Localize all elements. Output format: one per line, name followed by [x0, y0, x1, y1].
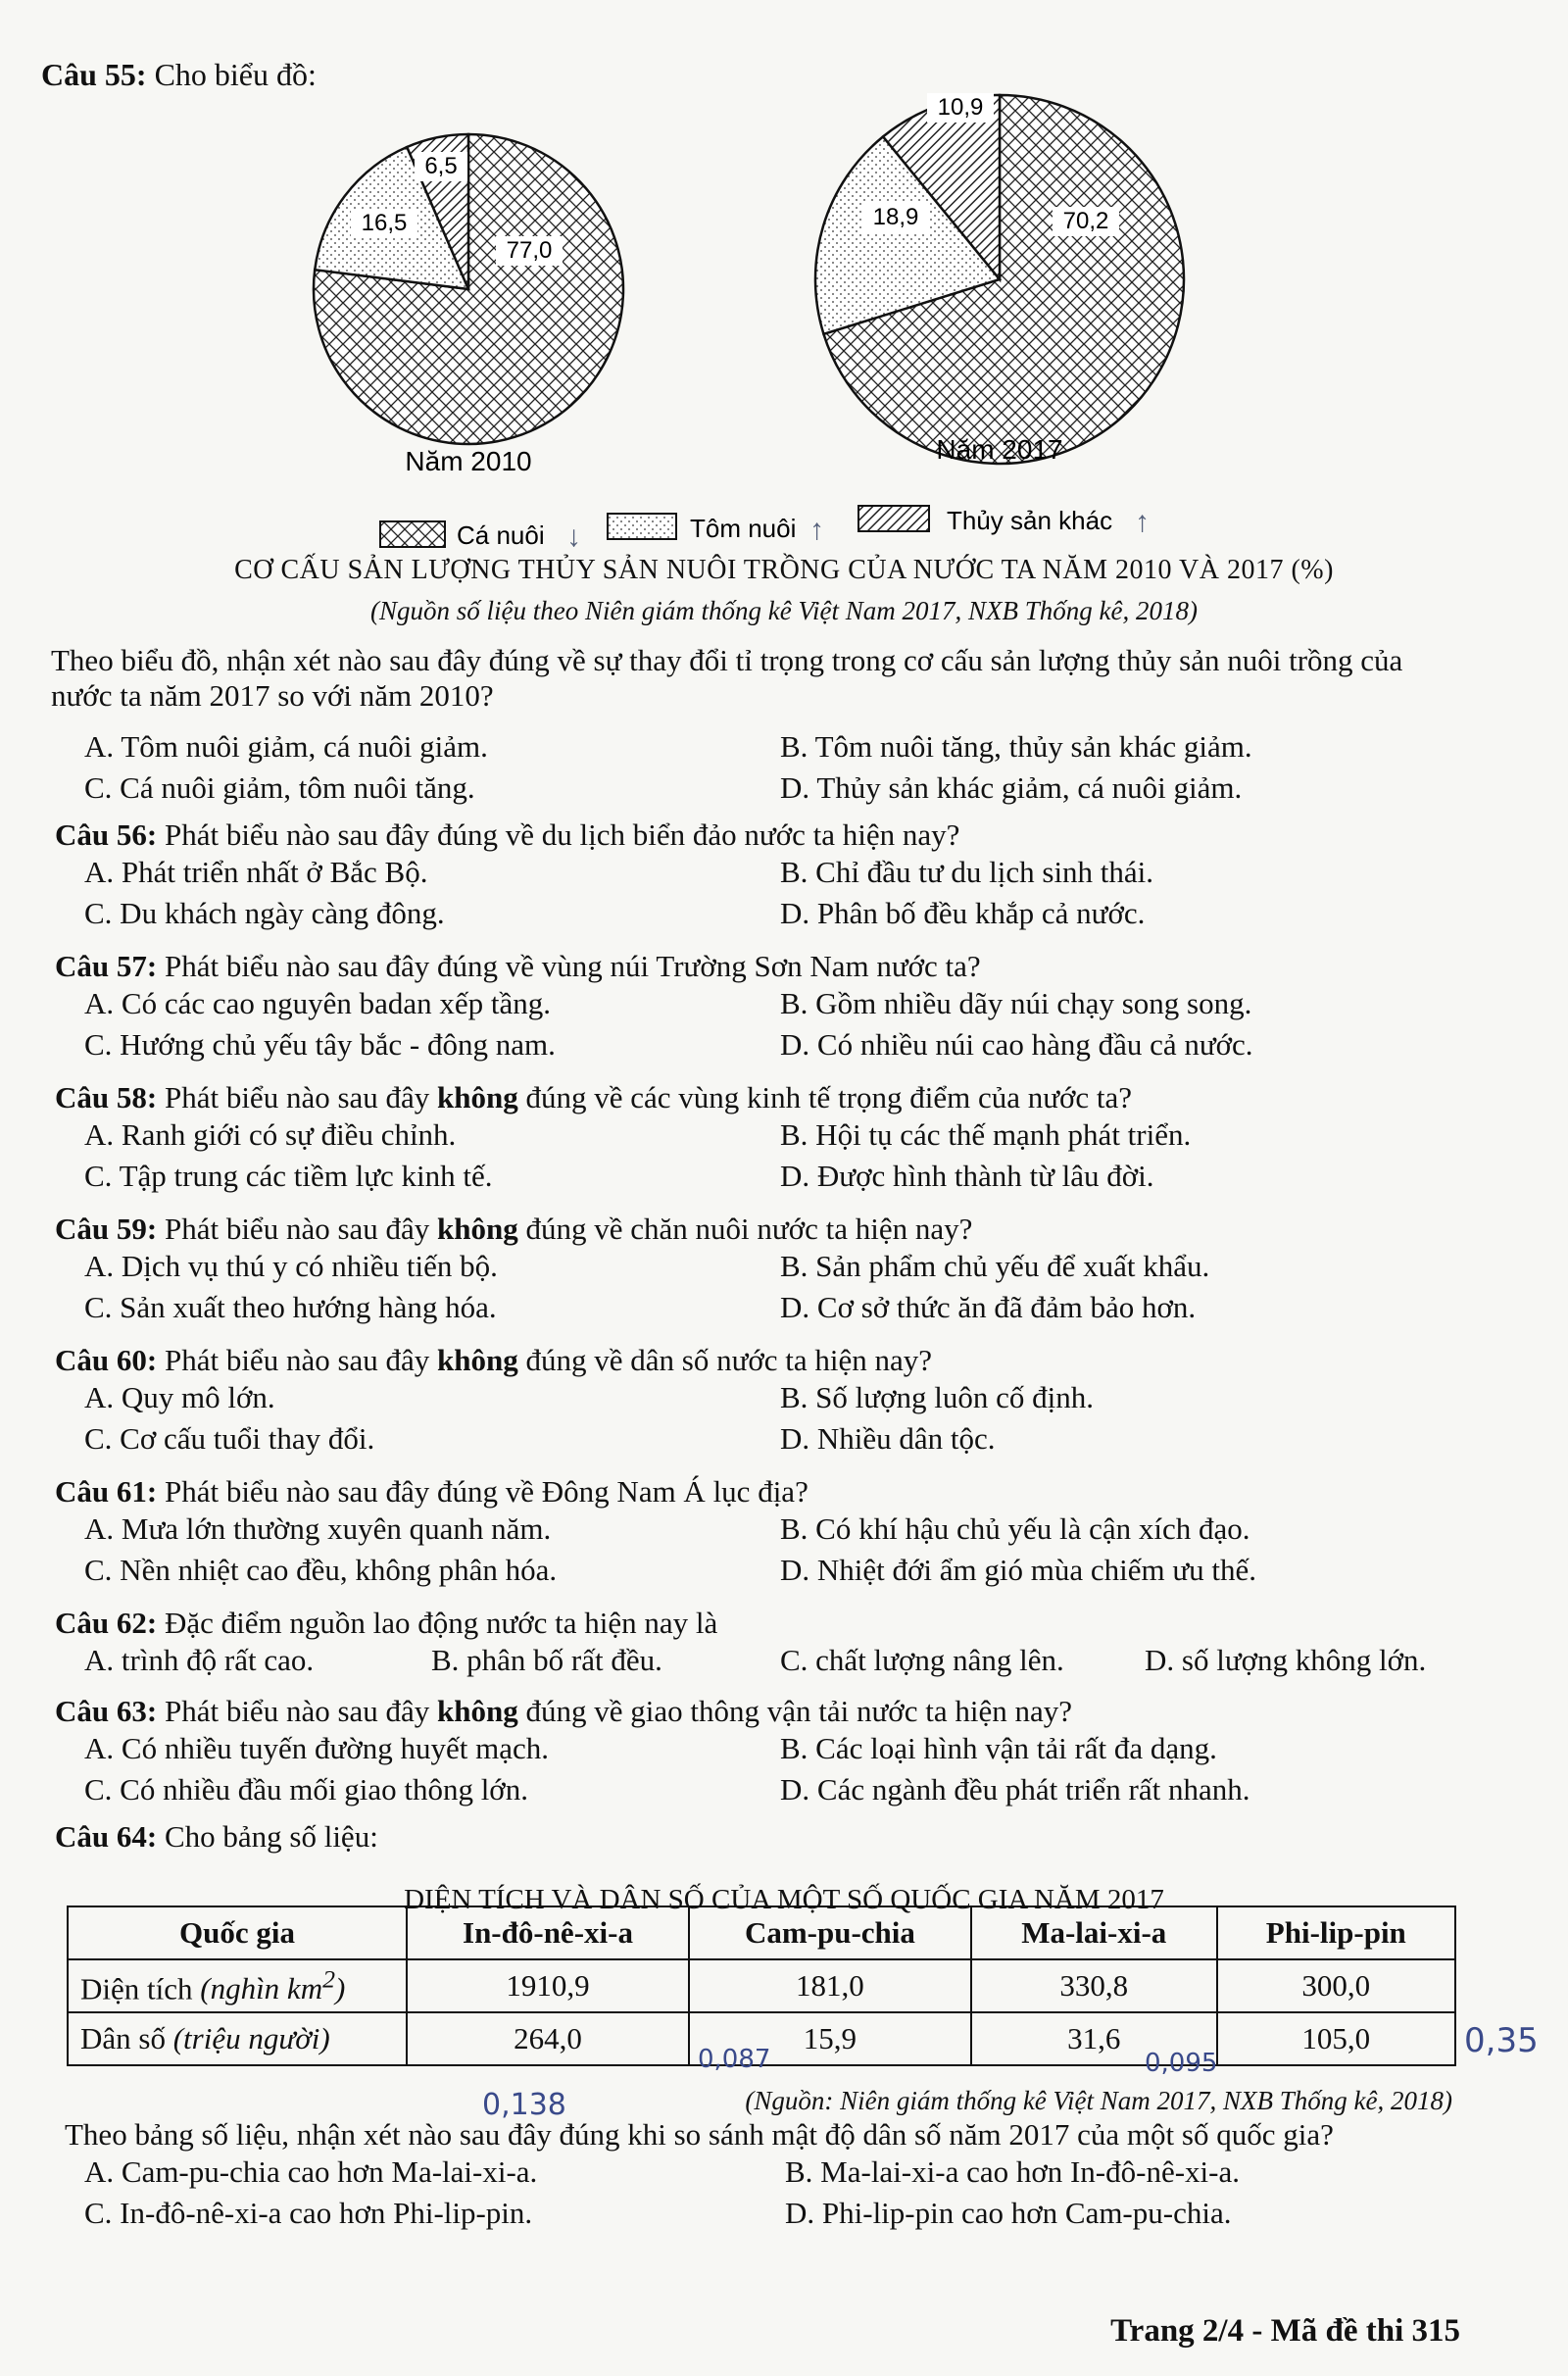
option-a[interactable]: A. Cam-pu-chia cao hơn Ma-lai-xi-a.	[84, 2154, 538, 2189]
option-c[interactable]: C. Cá nuôi giảm, tôm nuôi tăng.	[84, 770, 475, 805]
question-label: Câu 57:	[55, 949, 158, 983]
question-61	[55, 1474, 1466, 1592]
data-table	[67, 1906, 1456, 2066]
question-options	[55, 1247, 1466, 1329]
option-b[interactable]: B. phân bố rất đều.	[431, 1643, 662, 1677]
row-unit: (triệu người)	[172, 2021, 330, 2055]
row-unit-text: (nghìn km	[200, 1971, 323, 2006]
question-stem	[55, 1819, 1466, 1855]
option-b[interactable]: B. Ma-lai-xi-a cao hơn In-đô-nê-xi-a.	[785, 2154, 1240, 2189]
option-c[interactable]: C. Có nhiều đầu mối giao thông lớn.	[84, 1772, 528, 1807]
question-options	[55, 1378, 1466, 1460]
table-cell: 300,0	[1217, 1959, 1455, 2012]
question-text: Phát biểu nào sau đây	[157, 1343, 438, 1377]
question-options	[55, 1729, 1466, 1811]
question-text: Phát biểu nào sau đây	[157, 1694, 438, 1728]
option-b[interactable]: B. Tôm nuôi tăng, thủy sản khác giảm.	[780, 729, 1252, 764]
table-cell: 264,0	[407, 2012, 689, 2065]
question-63	[55, 1694, 1466, 1811]
option-c[interactable]: C. Du khách ngày càng đông.	[84, 896, 445, 930]
pie-value-label-shrimp: 18,9	[872, 204, 919, 230]
pie-2010	[314, 134, 623, 444]
legend-swatch-other	[858, 506, 929, 531]
option-b[interactable]: B. Có khí hậu chủ yếu là cận xích đạo.	[780, 1511, 1250, 1546]
row-label	[68, 2012, 407, 2065]
question-label: Câu 62:	[55, 1606, 158, 1640]
option-a[interactable]: A. Tôm nuôi giảm, cá nuôi giảm.	[84, 729, 488, 764]
chart-title: CƠ CẤU SẢN LƯỢNG THỦY SẢN NUÔI TRỒNG CỦA NƯỚC TA NĂM 2010 VÀ 2017 (%)	[234, 555, 1334, 585]
pie-value-label-other: 6,5	[424, 153, 458, 179]
row-label-text: Diện tích	[80, 1971, 201, 2006]
question-label: Câu 63:	[55, 1694, 158, 1728]
question-64-body	[55, 2117, 1466, 2235]
question-options	[55, 1641, 1466, 1684]
pie-value-label-other: 10,9	[937, 94, 984, 121]
emphasis-word: không	[437, 1694, 518, 1728]
question-stem	[55, 1343, 1466, 1378]
question-55-body	[51, 643, 1466, 810]
option-a[interactable]: A. Dịch vụ thú y có nhiều tiến bộ.	[84, 1249, 498, 1283]
option-b[interactable]: B. Chỉ đầu tư du lịch sinh thái.	[780, 855, 1154, 889]
emphasis-word: không	[437, 1212, 518, 1246]
header-cell: Ma-lai-xi-a	[971, 1906, 1217, 1959]
option-c[interactable]: C. Nền nhiệt cao đều, không phân hóa.	[84, 1553, 558, 1587]
header-cell: In-đô-nê-xi-a	[407, 1906, 689, 1959]
question-text-end: đúng về chăn nuôi nước ta hiện nay?	[517, 1212, 973, 1246]
legend-mark-fish: ↓	[566, 520, 581, 553]
legend-label-other: Thủy sản khác	[947, 506, 1113, 535]
question-label: Câu 56:	[55, 817, 158, 852]
question-stem	[55, 949, 1466, 984]
option-d[interactable]: D. Được hình thành từ lâu đời.	[780, 1159, 1154, 1193]
legend-label-fish: Cá nuôi	[457, 520, 545, 550]
table-cell: 330,8	[971, 1959, 1217, 2012]
option-d[interactable]: D. Thủy sản khác giảm, cá nuôi giảm.	[780, 770, 1243, 805]
question-text: Phát biểu nào sau đây	[157, 1212, 438, 1246]
table-title: DIỆN TÍCH VÀ DÂN SỐ CỦA MỘT SỐ QUỐC GIA NĂM 2017	[404, 1884, 1164, 1915]
question-label: Câu 55:	[41, 57, 147, 92]
question-text: Phát biểu nào sau đây đúng về du lịch biển đảo nước ta hiện nay?	[157, 817, 960, 852]
question-text-end: đúng về dân số nước ta hiện nay?	[517, 1343, 933, 1377]
question-57	[55, 949, 1466, 1066]
page-footer: Trang 2/4 - Mã đề thi 315	[1110, 2313, 1460, 2349]
option-d[interactable]: D. Phân bố đều khắp cả nước.	[780, 896, 1146, 930]
header-cell: Quốc gia	[68, 1906, 407, 1959]
question-stem	[55, 1606, 1466, 1641]
question-55-options	[55, 727, 1466, 810]
question-text: Phát biểu nào sau đây đúng về Đông Nam Á lục địa?	[157, 1474, 808, 1509]
pie-value-label-shrimp: 16,5	[361, 210, 408, 236]
question-58	[55, 1080, 1466, 1198]
legend-mark-shrimp: ↑	[809, 514, 824, 546]
table-cell: 15,9	[689, 2012, 971, 2065]
row-label	[68, 1959, 407, 2012]
legend-swatch-shrimp	[608, 514, 676, 539]
question-64-stem: Theo bảng số liệu, nhận xét nào sau đây đúng khi so sánh mật độ dân số năm 2017 của một số quốc gia?	[65, 2117, 1334, 2152]
pie-2017	[815, 93, 1184, 464]
legend-mark-other: ↑	[1135, 506, 1150, 538]
question-62	[55, 1606, 1466, 1684]
table-row	[68, 1959, 1455, 2012]
table-cell: 105,0	[1217, 2012, 1455, 2065]
option-b[interactable]: B. Hội tụ các thế mạnh phát triển.	[780, 1117, 1192, 1152]
chart-source: (Nguồn số liệu theo Niên giám thống kê Việt Nam 2017, NXB Thống kê, 2018)	[370, 596, 1198, 625]
question-55-stem: Theo biểu đồ, nhận xét nào sau đây đúng về sự thay đổi tỉ trọng trong cơ cấu sản lượng thủy sản nuôi trồng của nước ta năm 2017 so với năm 2010?	[51, 643, 1403, 713]
pie-charts	[0, 49, 1568, 559]
option-a[interactable]: A. Ranh giới có sự điều chỉnh.	[84, 1117, 457, 1152]
question-stem	[55, 1080, 1466, 1115]
question-label: Câu 59:	[55, 1212, 158, 1246]
question-options	[55, 2153, 1466, 2235]
option-d[interactable]: D. số lượng không lớn.	[1145, 1643, 1427, 1677]
option-b[interactable]: B. Gồm nhiều dãy núi chạy song song.	[780, 986, 1252, 1020]
pie-2010-label: Năm 2010	[405, 446, 532, 476]
question-text: Cho bảng số liệu:	[157, 1819, 378, 1854]
question-text-end: đúng về giao thông vận tải nước ta hiện nay?	[517, 1694, 1072, 1728]
chart-legend	[380, 506, 1150, 553]
question-stem	[55, 1474, 1466, 1510]
pie-value-label-fish: 70,2	[1062, 208, 1109, 234]
option-a[interactable]: A. Phát triển nhất ở Bắc Bộ.	[84, 855, 428, 889]
legend-label-shrimp: Tôm nuôi	[690, 514, 797, 543]
option-c[interactable]: C. In-đô-nê-xi-a cao hơn Phi-lip-pin.	[84, 2196, 533, 2230]
handwritten-note: 0,138	[482, 2088, 566, 2122]
table-cell: 31,6	[971, 2012, 1217, 2065]
question-options	[55, 984, 1466, 1066]
handwritten-note: 0,35	[1464, 2021, 1539, 2060]
table-cell: 1910,9	[407, 1959, 689, 2012]
question-text: Cho biểu đồ:	[146, 57, 317, 92]
question-label: Câu 58:	[55, 1080, 158, 1114]
pie-2017-label: Năm 2017	[936, 434, 1063, 465]
option-a[interactable]: A. Có các cao nguyên badan xếp tầng.	[84, 986, 552, 1020]
question-text: Phát biểu nào sau đây	[157, 1080, 438, 1114]
option-d[interactable]: D. Các ngành đều phát triển rất nhanh.	[780, 1772, 1250, 1807]
emphasis-word: không	[437, 1080, 518, 1114]
option-b[interactable]: B. Số lượng luôn cố định.	[780, 1380, 1094, 1414]
legend-swatch-fish	[380, 521, 445, 547]
table-cell: 181,0	[689, 1959, 971, 2012]
option-d[interactable]: D. Nhiều dân tộc.	[780, 1421, 996, 1456]
header-cell: Cam-pu-chia	[689, 1906, 971, 1959]
option-c[interactable]: C. Hướng chủ yếu tây bắc - đông nam.	[84, 1027, 556, 1062]
question-stem	[55, 1694, 1466, 1729]
question-stem	[55, 1212, 1466, 1247]
handwritten-note: 0,087	[698, 2045, 771, 2074]
question-label: Câu 61:	[55, 1474, 158, 1509]
question-64	[55, 1819, 1466, 1855]
option-c[interactable]: C. Cơ cấu tuổi thay đổi.	[84, 1421, 375, 1456]
question-60	[55, 1343, 1466, 1460]
option-c[interactable]: C. Tập trung các tiềm lực kinh tế.	[84, 1159, 493, 1193]
handwritten-note: 0,095	[1145, 2049, 1218, 2078]
option-c[interactable]: C. chất lượng nâng lên.	[780, 1643, 1064, 1677]
emphasis-word: không	[437, 1343, 518, 1377]
option-a[interactable]: A. Quy mô lớn.	[84, 1380, 275, 1414]
header-cell: Phi-lip-pin	[1217, 1906, 1455, 1959]
option-a[interactable]: A. trình độ rất cao.	[84, 1643, 315, 1677]
question-options	[55, 853, 1466, 935]
option-d[interactable]: D. Phi-lip-pin cao hơn Cam-pu-chia.	[785, 2196, 1232, 2230]
question-text-end: đúng về các vùng kinh tế trọng điểm của nước ta?	[517, 1080, 1133, 1114]
question-text: Phát biểu nào sau đây đúng về vùng núi Trường Sơn Nam nước ta?	[157, 949, 981, 983]
question-options	[55, 1115, 1466, 1198]
option-a[interactable]: A. Mưa lớn thường xuyên quanh năm.	[84, 1511, 552, 1546]
question-stem	[55, 817, 1466, 853]
row-unit: (nghìn $km^2$)	[200, 1964, 346, 2006]
question-options	[55, 1510, 1466, 1592]
option-d[interactable]: D. Có nhiều núi cao hàng đầu cả nước.	[780, 1027, 1253, 1062]
option-b[interactable]: B. Các loại hình vận tải rất đa dạng.	[780, 1731, 1217, 1765]
question-59	[55, 1212, 1466, 1329]
row-label-text: Dân số	[80, 2021, 173, 2055]
option-a[interactable]: A. Có nhiều tuyến đường huyết mạch.	[84, 1731, 550, 1765]
question-label: Câu 60:	[55, 1343, 158, 1377]
question-text: Đặc điểm nguồn lao động nước ta hiện nay là	[157, 1606, 718, 1640]
option-d[interactable]: D. Cơ sở thức ăn đã đảm bảo hơn.	[780, 1290, 1197, 1324]
option-d[interactable]: D. Nhiệt đới ẩm gió mùa chiếm ưu thế.	[780, 1553, 1257, 1587]
question-56	[55, 817, 1466, 935]
question-label: Câu 64:	[55, 1819, 158, 1854]
table-source: (Nguồn: Niên giám thống kê Việt Nam 2017, NXB Thống kê, 2018)	[745, 2086, 1452, 2115]
pie-value-label-fish: 77,0	[506, 237, 553, 264]
option-c[interactable]: C. Sản xuất theo hướng hàng hóa.	[84, 1290, 497, 1324]
table-header-row	[68, 1906, 1455, 1959]
option-b[interactable]: B. Sản phẩm chủ yếu để xuất khẩu.	[780, 1249, 1210, 1283]
